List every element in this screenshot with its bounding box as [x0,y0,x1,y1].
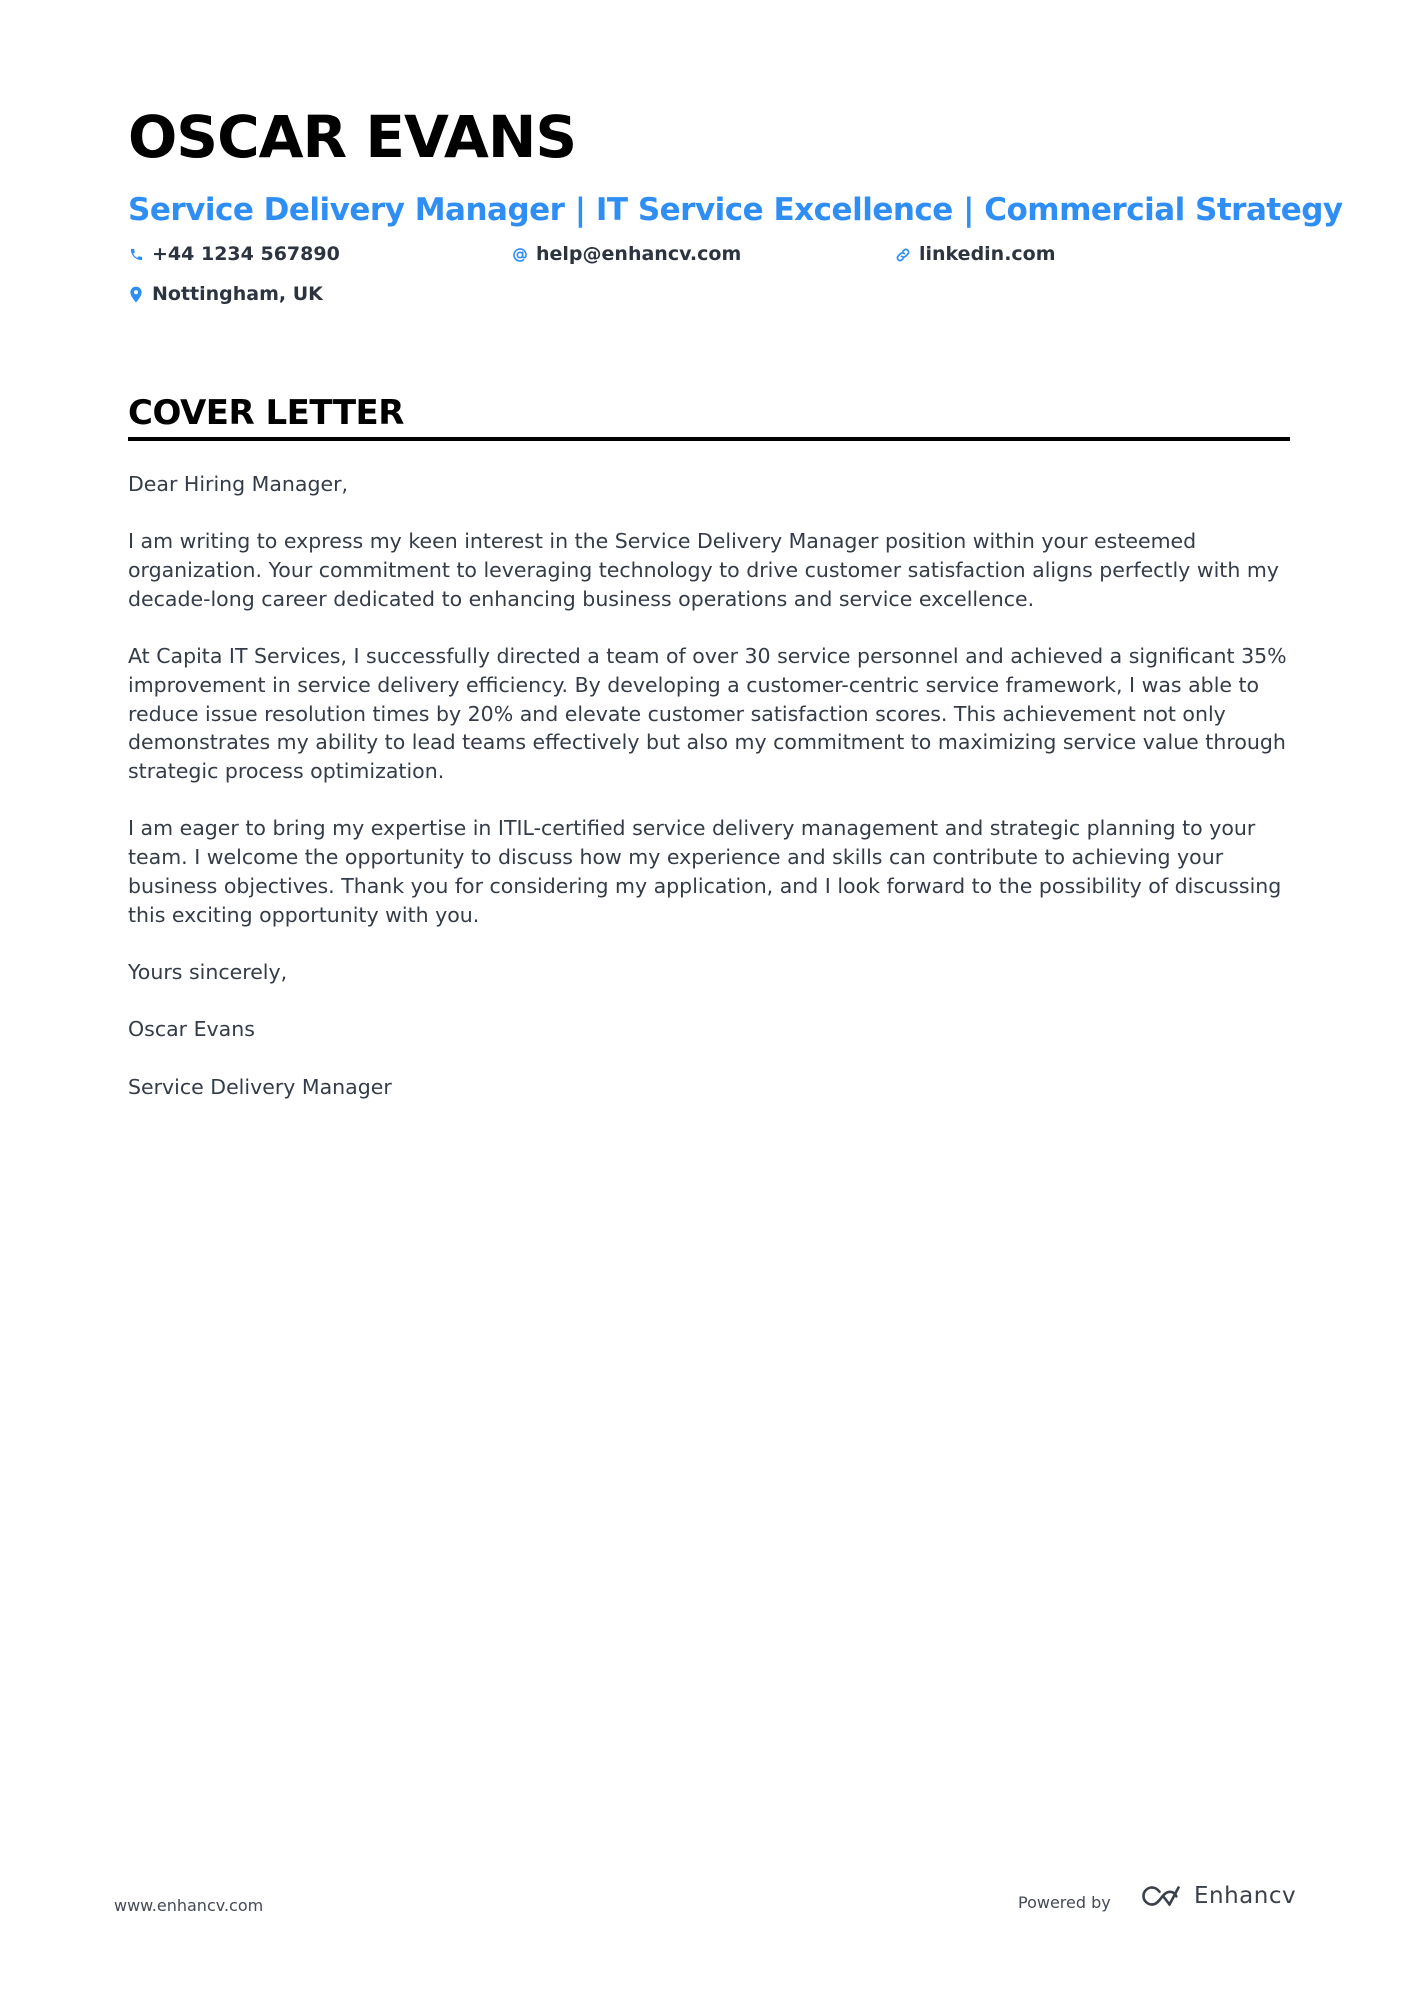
letter-body [128,470,1293,1130]
letter-closing: Yours sincerely, [128,959,288,984]
candidate-headline: Service Delivery Manager | IT Service Excellence | Commercial Strategy [128,192,1343,228]
contact-email[interactable] [512,245,741,264]
signature-name: Oscar Evans [128,1017,255,1042]
contact-phone [128,245,340,264]
section-divider [128,437,1290,441]
candidate-name: OSCAR EVANS [128,103,577,171]
phone-text: +44 1234 567890 [152,243,340,265]
signature-title: Service Delivery Manager [128,1074,392,1099]
location-text: Nottingham, UK [152,283,323,305]
section-title: COVER LETTER [128,393,404,433]
contact-location [128,285,323,304]
enhancv-logo-icon [1138,1882,1184,1910]
phone-icon [128,247,144,263]
contact-linkedin[interactable] [895,245,1056,264]
letter-greeting: Dear Hiring Manager, [128,472,349,496]
brand-name: Enhancv [1194,1883,1297,1909]
link-icon [895,247,911,263]
letter-paragraph: I am eager to bring my expertise in ITIL-certified service delivery management and strategic planning to your team. I welcome the opportunity to discuss how my experience and skills can contribute to achieving your business objectives. Thank you for considering my application, and I look forward to the possibility of discussing this exciting opportunity with you. [128,816,1282,927]
powered-by-label: Powered by [1018,1893,1111,1912]
email-text: help@enhancv.com [536,243,742,265]
letter-paragraph: I am writing to express my keen interest in the Service Delivery Manager position within your esteemed organization. Your commitment to leveraging technology to drive customer satisfaction aligns perfectly with my decade-long career dedicated to enhancing business operations and service excellence. [128,529,1279,611]
location-pin-icon [128,287,144,303]
footer-url[interactable]: www.enhancv.com [114,1896,264,1915]
at-icon [512,247,528,263]
letter-paragraph: At Capita IT Services, I successfully directed a team of over 30 service personnel and achieved a significant 35% improvement in service delivery efficiency. By developing a customer-centric service framework, I was able to reduce issue resolution times by 20% and elevate customer satisfaction scores. This achievement not only demonstrates my ability to lead teams effectively but also my commitment to maximizing service value through strategic process optimization. [128,644,1287,783]
linkedin-text: linkedin.com [919,243,1056,265]
enhancv-brand[interactable] [1138,1882,1296,1910]
